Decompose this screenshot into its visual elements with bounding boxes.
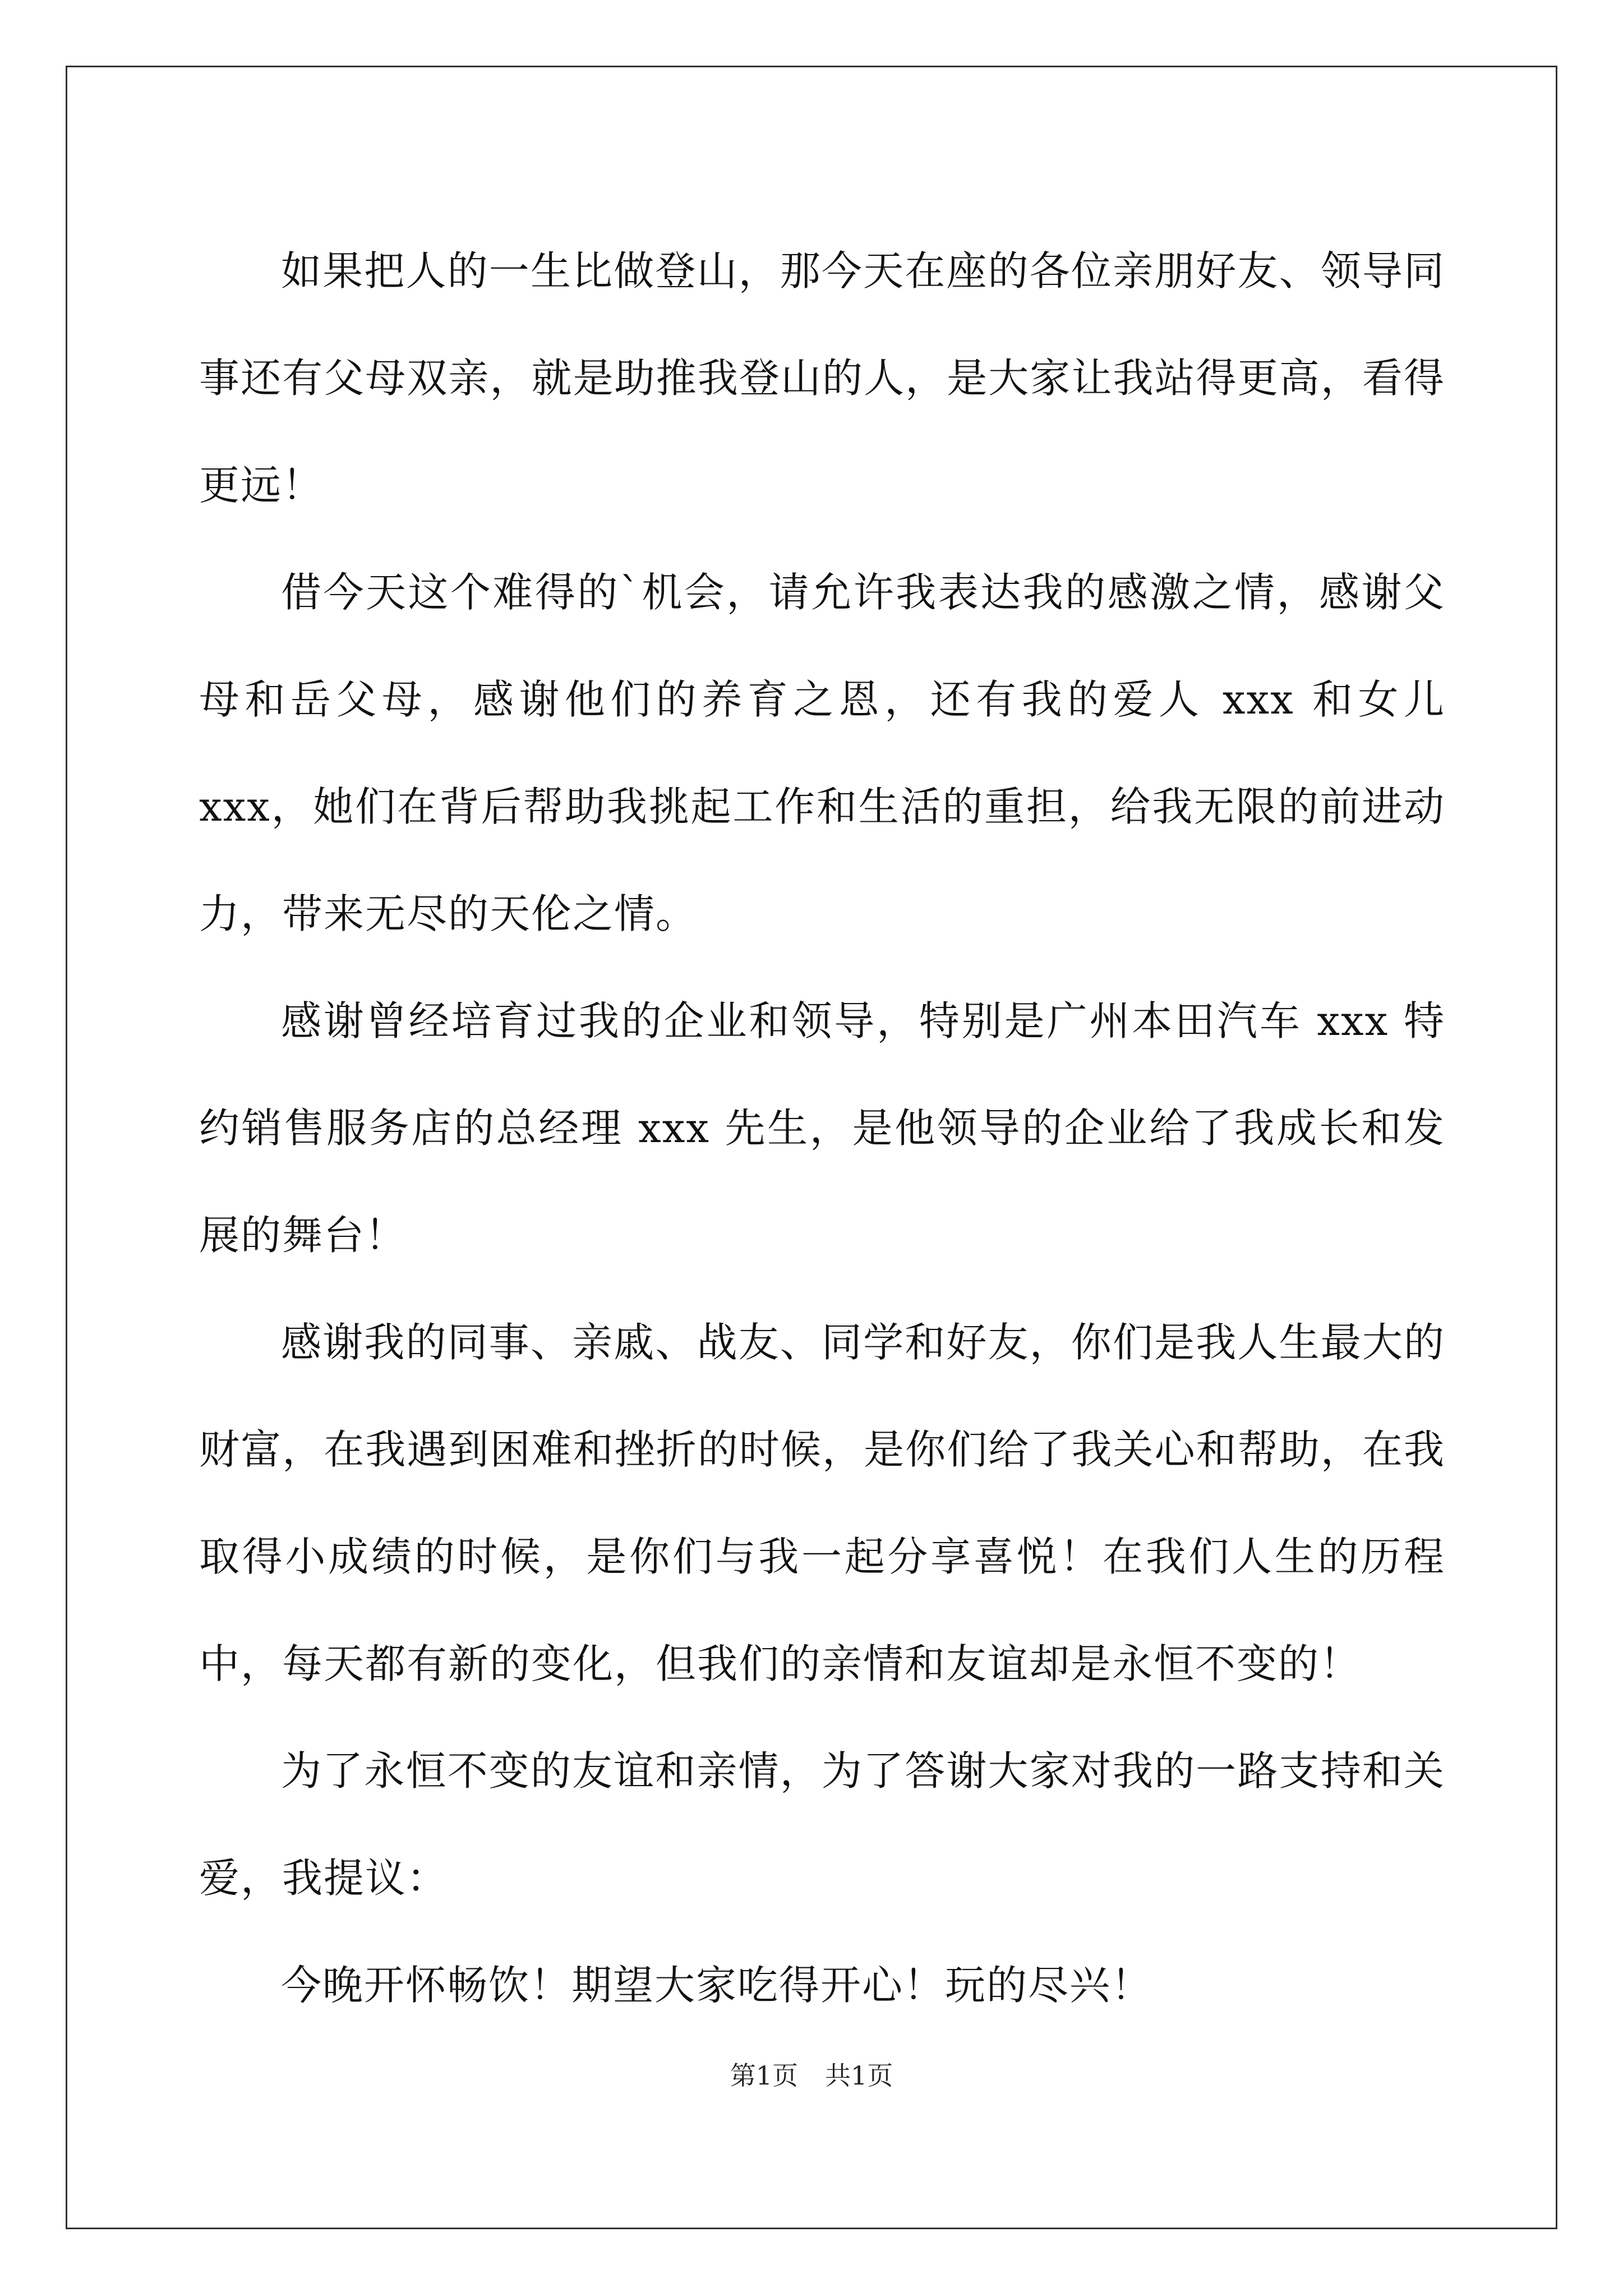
paragraph: 今晚开怀畅饮！期望大家吃得开心！玩的尽兴！ <box>281 1962 1153 2009</box>
paragraph: 为了永恒不变的友谊和亲情，为了答谢大家对我的一路支持和关爱，我提议： <box>199 1747 1445 1902</box>
page-footer <box>0 2059 1623 2092</box>
paragraph: 感谢我的同事、亲戚、战友、同学和好友，你们是我人生最大的财富，在我遇到困难和挫折的时候，是你们给了我关心和帮助，在我取得小成绩的时候，是你们与我一起分享喜悦！在我们人生的历程中，每天都有新的变化，但我们的亲情和友谊却是永恒不变的！ <box>199 1319 1445 1687</box>
page-number: 第1页 <box>730 2060 798 2091</box>
paragraph: 如果把人的一生比做登山，那今天在座的各位亲朋好友、领导同事还有父母双亲，就是助推我登山的人，是大家让我站得更高，看得更远！ <box>199 247 1445 509</box>
document-body <box>199 218 1445 2039</box>
paragraph: 借今天这个难得的`机会，请允许我表达我的感激之情，感谢父母和岳父母，感谢他们的养育之恩，还有我的爱人 xxx 和女儿 xxx，她们在背后帮助我挑起工作和生活的重担，给我无限的前进动力，带来无尽的天伦之情。 <box>199 569 1445 937</box>
page-total: 共1页 <box>825 2060 893 2091</box>
paragraph: 感谢曾经培育过我的企业和领导，特别是广州本田汽车 xxx 特约销售服务店的总经理 xxx 先生，是他领导的企业给了我成长和发展的舞台！ <box>199 997 1445 1259</box>
